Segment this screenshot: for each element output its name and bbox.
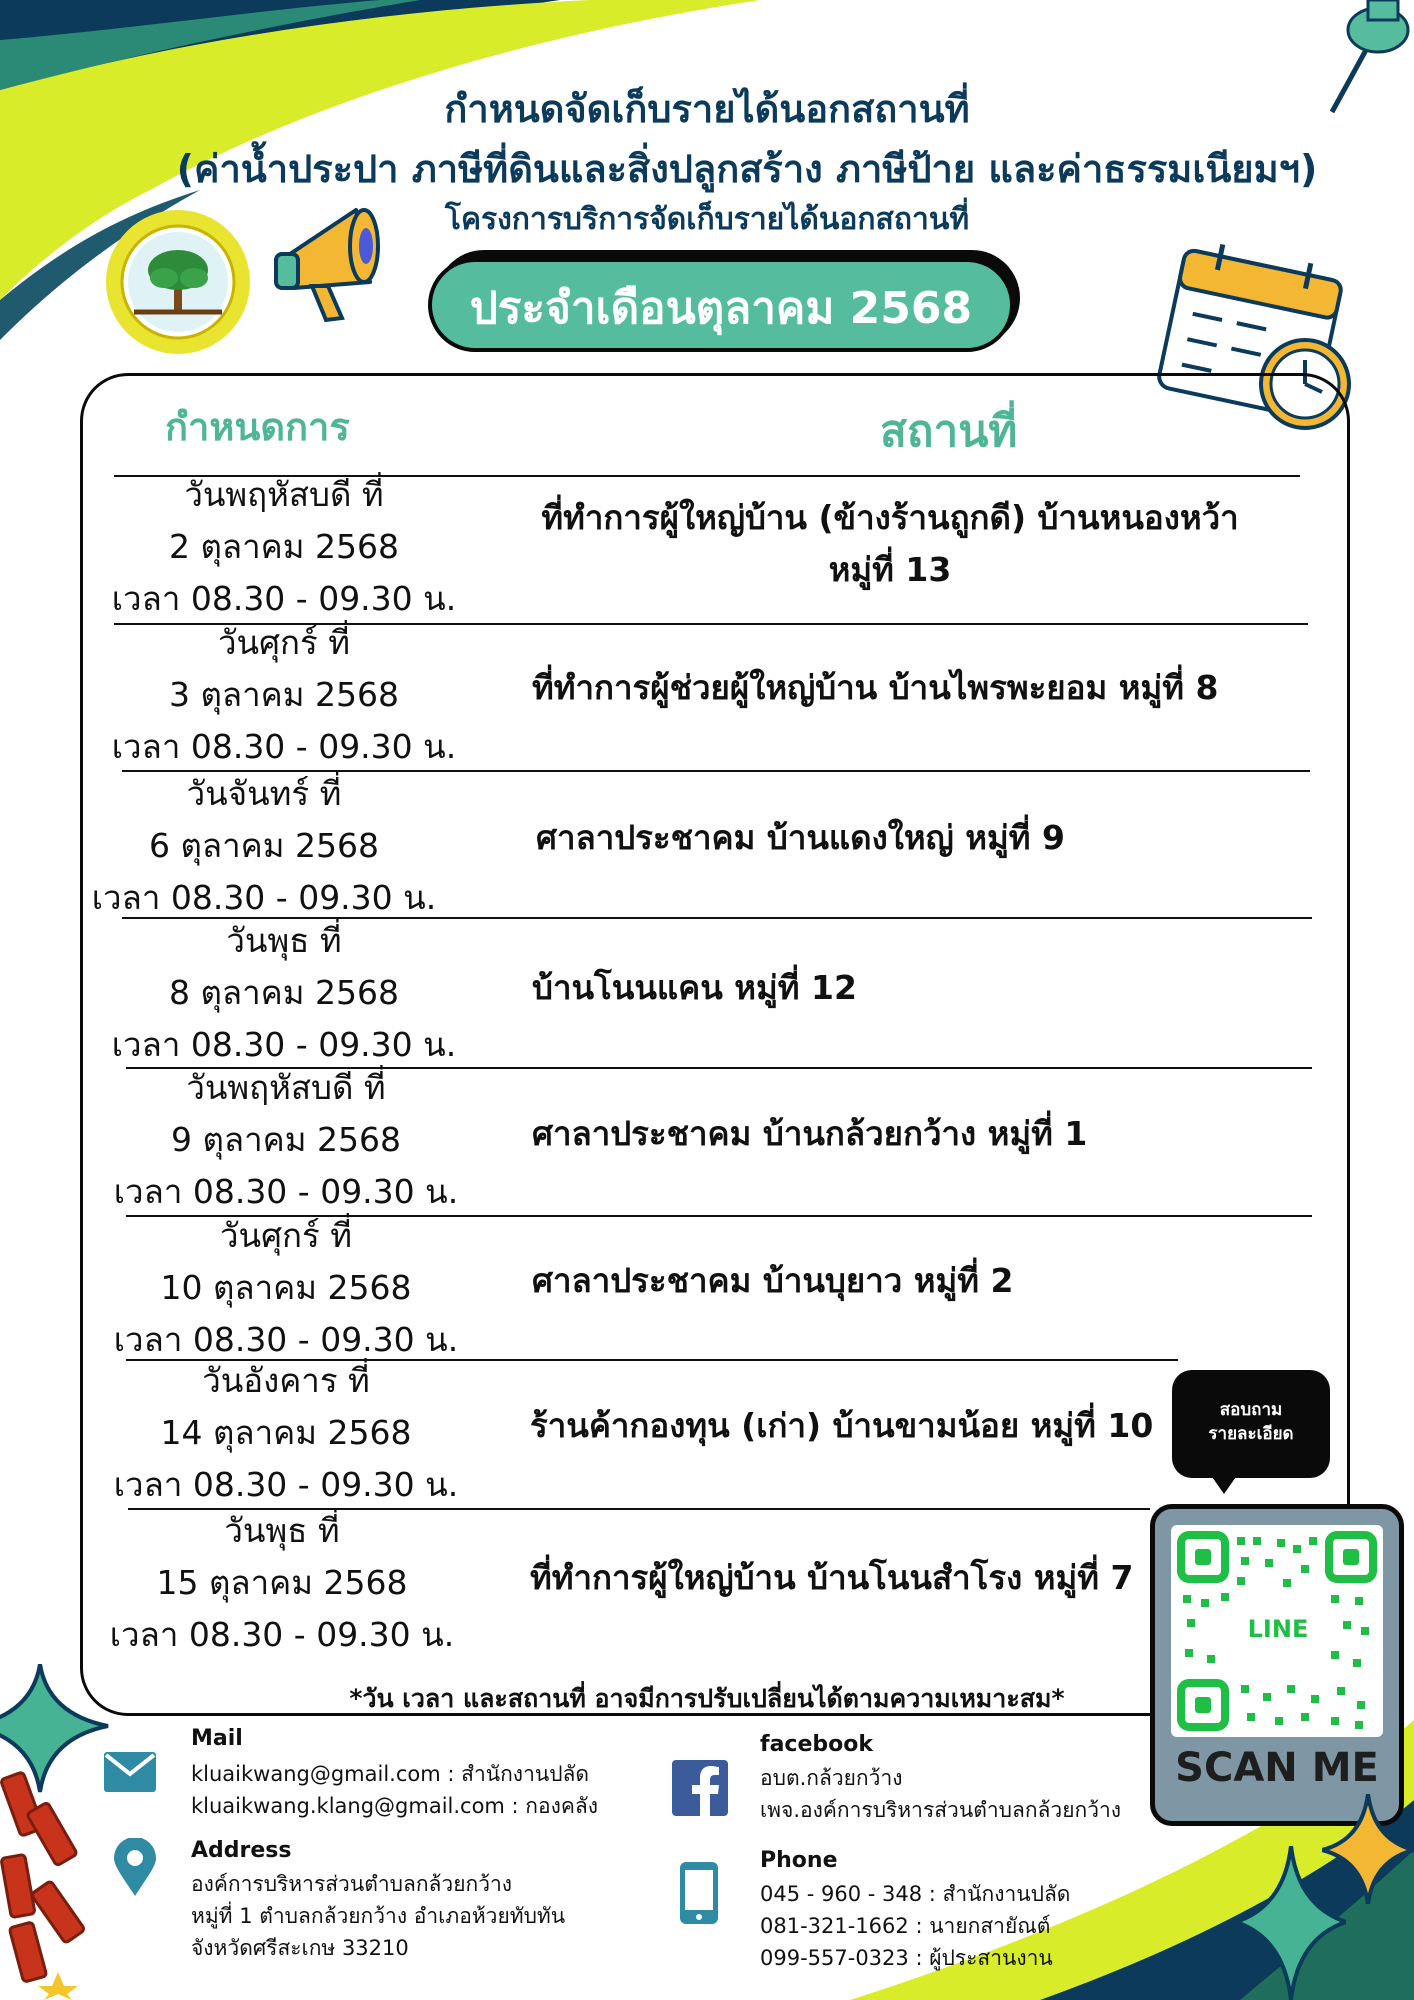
address-text (191, 1868, 565, 1964)
inquiry-bubble-tail (1210, 1474, 1238, 1494)
qr-line-label: LINE (1247, 1615, 1309, 1643)
row-time: เวลา 08.30 - 09.30 น. (111, 579, 457, 618)
email-address[interactable]: kluaikwang@gmail.com : สำนักงานปลัด (191, 1762, 590, 1786)
table-row (104, 915, 464, 1071)
main-title: กำหนดจัดเก็บรายได้นอกสถานที่ (444, 87, 970, 131)
row-day: วันจันทร์ ที่ (186, 774, 342, 813)
mail-icon (104, 1752, 156, 1792)
row-day: วันพฤหัสบดี ที่ (184, 475, 384, 514)
column-header-place: สถานที่ (880, 406, 1018, 457)
address-label: Address (191, 1838, 292, 1863)
month-badge: ประจำเดือนตุลาคม 2568 (428, 258, 1014, 352)
row-date: 14 ตุลาคม 2568 (160, 1413, 412, 1452)
inquiry-bubble-line: สอบถาม (1219, 1400, 1283, 1420)
row-place-line: หมู่ที่ 13 (828, 550, 952, 589)
location-pin-icon (114, 1838, 156, 1896)
subtitle: (ค่าน้ำประปา ภาษีที่ดินและสิ่งปลูกสร้าง ภาษีป้าย และค่าธรรมเนียมฯ) (176, 147, 1318, 191)
project-name: โครงการบริการจัดเก็บรายได้นอกสถานที่ (444, 202, 970, 237)
facebook-text (760, 1762, 1121, 1826)
row-place: ศาลาประชาคม บ้านกล้วยกว้าง หมู่ที่ 1 (532, 1114, 1088, 1153)
scan-me-label: SCAN ME (1175, 1745, 1379, 1791)
table-row (104, 469, 464, 625)
row-date: 10 ตุลาคม 2568 (160, 1268, 412, 1307)
mail-label: Mail (191, 1726, 243, 1751)
disclaimer-note: *วัน เวลา และสถานที่ อาจมีการปรับเปลี่ยนได้ตามความเหมาะสม* (349, 1684, 1065, 1713)
sparkle-decoration (1322, 1794, 1414, 1904)
table-row (106, 1355, 466, 1511)
row-day: วันศุกร์ ที่ (218, 623, 350, 662)
organization-logo (104, 208, 252, 356)
row-date: 8 ตุลาคม 2568 (169, 973, 399, 1012)
row-date: 2 ตุลาคม 2568 (169, 527, 399, 566)
facebook-icon[interactable] (672, 1760, 728, 1816)
email-address[interactable]: kluaikwang.klang@gmail.com : กองคลัง (191, 1794, 599, 1818)
row-day: วันอังคาร ที่ (202, 1361, 370, 1400)
address-line: องค์การบริหารส่วนตำบลกล้วยกว้าง (191, 1872, 513, 1896)
row-place: ศาลาประชาคม บ้านแดงใหญ่ หมู่ที่ 9 (536, 818, 1065, 857)
facebook-label: facebook (760, 1732, 873, 1757)
phone-number[interactable]: 081-321-1662 : นายกสายัณต์ (760, 1914, 1051, 1938)
row-place: ที่ทำการผู้ช่วยผู้ใหญ่บ้าน บ้านไพรพะยอม หมู่ที่ 8 (532, 668, 1219, 707)
row-time: เวลา 08.30 - 09.30 น. (109, 1615, 455, 1654)
row-time: เวลา 08.30 - 09.30 น. (113, 1465, 459, 1504)
row-place: ร้านค้ากองทุน (เก่า) บ้านขามน้อย หมู่ที่ 10 (530, 1406, 1154, 1445)
row-day: วันพุธ ที่ (224, 1511, 340, 1550)
table-row (104, 617, 464, 773)
phone-label: Phone (760, 1848, 838, 1873)
column-header-schedule: กำหนดการ (165, 405, 350, 449)
row-day: วันศุกร์ ที่ (220, 1216, 352, 1255)
phone-icon (680, 1862, 718, 1924)
row-place: ศาลาประชาคม บ้านบุยาว หมู่ที่ 2 (532, 1261, 1014, 1300)
address-line: จังหวัดศรีสะเกษ 33210 (191, 1936, 409, 1960)
table-row (106, 1062, 466, 1218)
firecracker-decoration (0, 1764, 110, 2000)
facebook-page[interactable]: เพจ.องค์การบริหารส่วนตำบลกล้วยกว้าง (760, 1798, 1122, 1822)
mail-text (191, 1758, 598, 1822)
row-place-line: ที่ทำการผู้ใหญ่บ้าน (ข้างร้านถูกดี) บ้านหนองหว้า (541, 498, 1239, 537)
qr-code[interactable] (1171, 1525, 1383, 1737)
megaphone-icon (270, 196, 400, 326)
row-day: วันพฤหัสบดี ที่ (186, 1068, 386, 1107)
phone-number[interactable]: 099-557-0323 : ผู้ประสานงาน (760, 1946, 1053, 1970)
row-date: 3 ตุลาคม 2568 (169, 675, 399, 714)
phone-number[interactable]: 045 - 960 - 348 : สำนักงานปลัด (760, 1882, 1071, 1906)
row-time: เวลา 08.30 - 09.30 น. (113, 1172, 459, 1211)
row-time: เวลา 08.30 - 09.30 น. (113, 1320, 459, 1359)
row-date: 9 ตุลาคม 2568 (171, 1120, 401, 1159)
row-place (510, 492, 1270, 596)
row-date: 15 ตุลาคม 2568 (156, 1563, 408, 1602)
inquiry-bubble (1172, 1370, 1330, 1478)
table-row (84, 768, 444, 924)
table-row (102, 1505, 462, 1661)
row-day: วันพุธ ที่ (226, 921, 342, 960)
row-time: เวลา 08.30 - 09.30 น. (111, 727, 457, 766)
row-time: เวลา 08.30 - 09.30 น. (111, 1025, 457, 1064)
phone-text (760, 1878, 1070, 1974)
line-qr-card[interactable] (1150, 1504, 1404, 1826)
facebook-account[interactable]: อบต.กล้วยกว้าง (760, 1766, 903, 1790)
inquiry-bubble-line: รายละเอียด (1208, 1424, 1294, 1444)
table-row (106, 1210, 466, 1366)
row-time: เวลา 08.30 - 09.30 น. (91, 878, 437, 917)
row-place: ที่ทำการผู้ใหญ่บ้าน บ้านโนนสำโรง หมู่ที่ 7 (530, 1558, 1134, 1597)
address-line: หมู่ที่ 1 ตำบลกล้วยกว้าง อำเภอห้วยทับทัน (191, 1904, 566, 1928)
row-place: บ้านโนนแคน หมู่ที่ 12 (532, 968, 857, 1007)
row-date: 6 ตุลาคม 2568 (149, 826, 379, 865)
